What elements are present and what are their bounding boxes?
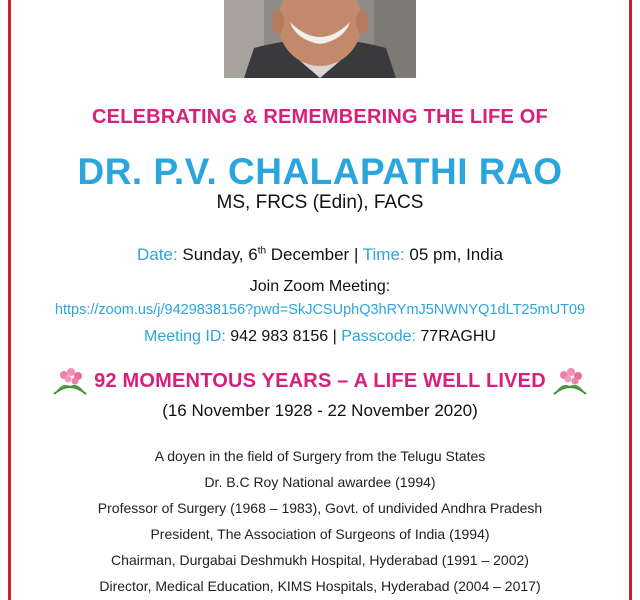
date-value: Sunday, 6 (182, 245, 258, 264)
time-label: Time: (362, 245, 405, 264)
meeting-id-label: Meeting ID: (144, 328, 226, 345)
date-label: Date: (137, 245, 178, 264)
date-suffix: th (257, 245, 267, 257)
list-item: Dr. B.C Roy National awardee (1994) (204, 474, 436, 490)
qualifications: MS, FRCS (Edin), FACS (216, 192, 424, 213)
list-item: A doyen in the field of Surgery from the Telugu States (154, 448, 486, 464)
tribute-title-row (0, 366, 640, 396)
meeting-credentials (0, 328, 640, 346)
date-separator: | (353, 245, 359, 264)
achievements-list (0, 443, 640, 599)
list-item: President, The Association of Surgeons of India (1994) (150, 526, 490, 542)
list-item: Director, Medical Education, KIMS Hospitals, Hyderabad (2004 – 2017) (99, 578, 541, 594)
person-name: DR. P.V. CHALAPATHI RAO (77, 151, 563, 192)
flower-icon (52, 366, 88, 396)
list-item: Professor of Surgery (1968 – 1983), Govt. of undivided Andhra Pradesh (97, 500, 543, 516)
portrait-photo (224, 0, 416, 78)
passcode-label: Passcode: (341, 328, 416, 345)
list-item: Chairman, Durgabai Deshmukh Hospital, Hyderabad (1991 – 2002) (111, 552, 529, 568)
flower-icon (552, 366, 588, 396)
meeting-separator: | (332, 328, 337, 345)
lifespan-dates: (16 November 1928 - 22 November 2020) (162, 401, 478, 420)
meeting-id: 942 983 8156 (230, 328, 329, 345)
tribute-title: 92 MOMENTOUS YEARS – A LIFE WELL LIVED (94, 369, 546, 392)
time-value: 05 pm, India (409, 245, 503, 264)
date-month: December (270, 245, 350, 264)
event-date-time (0, 245, 640, 265)
page-heading: CELEBRATING & REMEMBERING THE LIFE OF (92, 106, 548, 128)
passcode: 77RAGHU (420, 328, 496, 345)
zoom-join-text: Join Zoom Meeting: (249, 278, 391, 295)
zoom-meeting-link[interactable]: https://zoom.us/j/9429838156?pwd=SkJCSUphQ3hRYmJ5NWNYQ1dLT25mUT09 (54, 302, 586, 318)
